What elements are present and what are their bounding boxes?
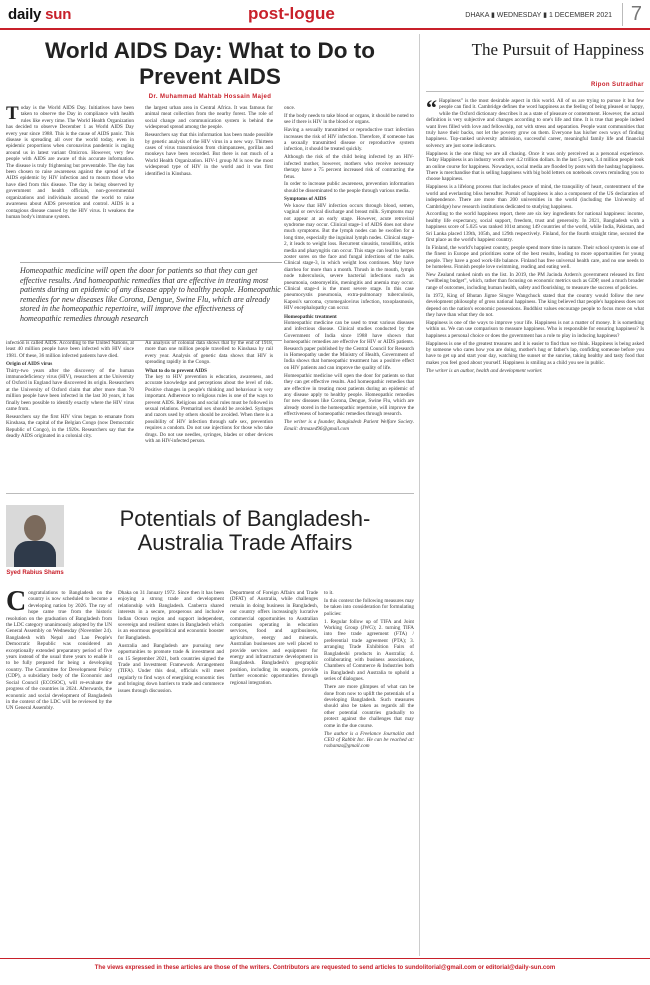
brand-daily: daily	[8, 6, 42, 23]
article3-p4: In Finland, the world's happiest country, people spend more time in nature. Their school system is one of the finest in Europe and prioritizes some of the best results, leading to more opportunities for young people. They have a good work-life balance. Finland has free universal health care, and no one needs to be homeless. Finnish people love swimming, reading and eating well.	[426, 244, 644, 271]
author-photo-body	[14, 541, 56, 567]
dateline: DHAKA ▮ WEDNESDAY ▮ 1 DECEMBER 2021	[465, 12, 612, 19]
article2-author-note: The author is a Freelance Journalist and CEO of Rabbit Inc. He can be reached at: rsshamzs@gmail.com	[324, 730, 414, 750]
author-photo	[6, 505, 64, 567]
article3-byline: Ripon Sutradhar	[426, 82, 644, 92]
article2-drop-cap: C	[6, 590, 27, 617]
page-number: 7	[622, 3, 642, 26]
article3-p2: Happiness is a lifelong process that includes peace of mind, the tranquility of heart, contentment of the world and everlasting bliss hereafter. Pursuit of happiness is also a component of the US declaration of independence. There are more than 200 universities in the world (including the University of Cambridge) how research institutions dedicated to studying happiness.	[426, 184, 644, 210]
article1-byline: Dr. Muhammad Mahtab Hossain Majed	[148, 94, 272, 100]
brand-sun: sun	[45, 6, 72, 23]
article1-col1b-p0: infection is called AIDS. According to the United Nations, at least 40 million people have been infected with HIV since 1981. Of these, 36 million infected patients have died.	[6, 340, 134, 359]
article2-column-3	[230, 590, 318, 948]
article1-drop-cap: T	[6, 105, 19, 124]
article2-col3-p0: Department of Foreign Affairs and Trade (DFAT) of Australia, while challenges remain in doing business in Bangladesh, our country offers increasingly lucrative commercial opportunities to Australian companies operating in education services, food and agribusiness, agriculture, energy and minerals. Australian businesses are well placed to provide services and equipment for energy and infrastructure development in Bangladesh. Bangladesh's geographic position, including its seaports, provide further economic opportunities through regional integration.	[230, 590, 318, 686]
article1-column-1b	[6, 340, 134, 490]
article1-col1b-p2: Thirty-two years after the discovery of the human immunodeficiency virus (HIV), researchers at the University of Oxford in England have discovered its origin. Researchers at the University of Oxford claim that after more than 70 million people have been infected in the last 30 years, it has finally been possible to identify exactly where the HIV virus came from.	[6, 367, 134, 413]
article1-col3-p1: If the body needs to take blood or organs, it should be noted to see if there is HIV in the blood or organs.	[284, 112, 414, 126]
article2-column-2	[118, 590, 224, 948]
page-footer	[0, 958, 650, 985]
article-divider	[6, 493, 414, 494]
article1-col2-p0: the largest urban area in Central Africa. It was famous for animal meat collection from the nearby forest. The role of social change and communication system is behind the widespread spread among the people.	[145, 105, 273, 131]
article3-p0: Happiness” is the most desirable aspect in this world. All of us are trying to pursue it but few people can find it. Cambridge defines the word happiness as the feeling of being pleased or happy, while the Oxford dictionary describes it as a state of pleasure or contentment. However, the actual definition is very subjective and changes according to one's life and time. It is true that people indeed want lives filled with love and fellowship, not with stress and separation. People want communities that truly have their backs, not let the poverty grow on them. Everyone has his/her own ways of finding happiness. Top-ranked university admission, successful career, meaningful family life and financial solvency are just some indicators.	[426, 98, 644, 149]
author-photo-head	[24, 515, 46, 541]
article3-p8: Happiness is one of the greatest treasures and it is easier to find than we think. Happiness is being asked by someone who cares how you are doing, mother's hug or father's lap, confiding someone before you have to get up and start your day, watching the sunset or the sunrise, taking healthy and tasty food that makes you feel good about yourself. Happiness is smiling as a child you see in public.	[426, 340, 644, 366]
article1-column-1	[6, 105, 134, 260]
article1-col3-p4: In order to increase public awareness, prevention information should be disseminated to the people through various media.	[284, 181, 414, 194]
article3-drop-cap: “	[426, 98, 437, 120]
article3-p7: Happiness is one of the ways to improve your life. Happiness is not a matter of money. It is something within us. We can use comparison to measure happiness. Who is responsible for ensuring happiness? Is happiness a personal choice or does the government has a role to play in inducing happiness?	[426, 319, 644, 339]
article2-col4-p0: to it.	[324, 590, 334, 596]
article2-column-4	[324, 590, 414, 948]
article1-col3-p3: Although the risk of the child being infected by an HIV-infected mother, however, mothers who receive necessary therapy have a 75 percent increased risk of contracting the fetus.	[284, 154, 414, 180]
article1-subhead-origin: Origin of AIDS virus	[6, 361, 53, 368]
footer-disclaimer: The views expressed in these articles are those of the writers. Contributors are requested to send articles to sundolitorial@gmail.com or editorial@daily-sun.com	[94, 965, 556, 971]
article2-col2-p1: Australia and Bangladesh are pursuing new opportunities to promote trade & investment and on 15 September 2021, both countries signed the Trade and Investment Framework Arrangement (TIFA). Under this deal, officials will meet regularly to find ways of energising economic ties and bringing down barriers to trade and commerce issues through discussion.	[118, 642, 224, 694]
column-rule	[419, 34, 420, 956]
article1-col3-p2: Having a sexually transmitted or reproductive tract infection increases the risk of HIV infection. Therefore, if someone has a sexually transmitted disease or reproductive system infection, it should be treated quickly.	[284, 127, 414, 153]
article2-col4-p1: In this context the following measures may be taken into consideration for formulating policies:	[324, 597, 414, 617]
article2-column-1	[6, 590, 112, 948]
article1-col1b-p3: Researchers say the first HIV virus began to emanate from Kinshasa, the capital of the Belgian Congo (now Democratic Republic of Congo), in the 1920s. Researchers say that the deadly AIDS originated in a colonial city.	[6, 413, 134, 440]
article1-subhead-symptoms: Symptoms of AIDS	[284, 196, 327, 203]
article3-author-note: The writer is an author, health and development worker.	[426, 367, 543, 374]
section-title: post-logue	[248, 4, 335, 23]
brand-logo	[8, 6, 71, 23]
article1-col2b-p2: The key to HIV prevention is education, awareness, and accurate knowledge and perceptions about the level of risk. Positive changes in people's thinking and behaviour is very important. Adherence to religious rules is one of the ways to prevent AIDS. Religious and social rules must be followed in sexual relations. Premarital sex should be avoided. Syringes and razors used by others should be avoided. When there is a possibility of HIV infection through safe sex, prevention requires a condom. Do not use injections for those who take drugs. Do not use needles, syringes, blades or other devices with an HIV-infected person.	[145, 374, 273, 445]
article3-p1: Happiness is the one thing we are all chasing. Once it was only perceived as a personal experience. Today Happiness is an industry worth over 4.2 trillion dollars. In the last 5 years, 3.4 million people took an online course for happiness. Nowadays, social media are flooded by posts with the hashtag happiness. There is merchandise that is selling happiness with big bold letters on notebook covers reminding you to choose happiness.	[426, 150, 644, 183]
article2-col1-p0: ongratulations to Bangladesh on the country is now scheduled to become a developing nation by 2026. The ray of hope came true from the historic resolution on the graduation of Bangladesh from the LDC category unanimously adopted by the UN General Assembly on Wednesday (November 24). Bangladesh with Nepal and Lao People's Democratic Republic was considered an exceptionally extended preparatory period of five years instead of the usual three years to enable it to be fully prepared for being a developing country. The Committee for Development Policy (CDP), a subsidiary body of the Economic and Social Council (ECOSOC), will re-evaluate the progress of the countries in 2024. Afterwards, the economic and social development of Bangladesh in the context of the LDC will be reviewed by the UN General Assembly.	[6, 590, 112, 712]
article1-col3-p0: once.	[284, 105, 296, 111]
article1-subhead-treatment: Homeopathic treatment	[284, 313, 337, 320]
article3-p6: In 1972, King of Bhutan Jigme Singye Wangchuck stated that the country would follow the new development philosophy of gross national happiness. The king believed that people's happiness does not depend on the nation's economic possessions. Buddhist values encourage people to focus more on what they have than what they do not.	[426, 292, 644, 318]
article1-pullquote: Homeopathic medicine will open the door for patients so that they can get effective results. And homeopathic remedies that are effective in treating most patients during an epidemic of any disease apply to healthy people. Homeopathic remedies for new diseases like Corona, Dengue, Swine Flu, which are already stored in the homeopathic repertoire, will improve the effectiveness of homeopathic remedies through research	[20, 262, 282, 341]
article2-col2-p0: Dhaka on 31 January 1972. Since then it has been enjoying a strong trade and development relationship with Bangladesh. Canberra shared interests in a secure, prosperous and inclusive Indian Ocean region and support independent, sovereign and resilient states in Bangladesh which is an enormous geopolitical and economic booster for Bangladesh.	[118, 590, 224, 641]
article2-col4-p2: 1. Regular follow up of TIFA and Joint Working Group (JWG); 2. turning TIFA into free trade agreement (FTA) / preferential trade agreement (PTA); 3. arranging Trade Exhibition Fairs of Bangladeshi products in Australia; 4. collaborating with business associations, Chambers of Commerce & Industries both in Bangladesh and Australia to uphold a series of dialogues.	[324, 618, 414, 683]
article1-headline: World AIDS Day: What to Do to Prevent AIDS	[45, 38, 375, 89]
masthead	[0, 0, 650, 30]
article2-col4-p3: There are more glimpses of what can be done from now to uplift the potentials of a developing Bangladesh. Such measures should also be taken as regards all the other potential countries gradually to protect against the challenges that may come in the due course.	[324, 684, 414, 729]
article3-p3: According to the world happiness report, there are six key ingredients for national happiness: income, healthy life expectancy, social support, freedom, trust and generosity. In 2021, Bangladesh with a happiness score of 5.025 was ranked 101st among 149 countries of the world, while India, Pakistan, and Sri Lanka placed 139th, 105th, and 129th respectively. Finland, for the fourth straight time, secured the first place as the world's happiest country.	[426, 211, 644, 244]
article1-col1-p0: oday is the World AIDS Day. Initiatives have been taken to observe the Day in compliance with health rules like every time. The World Health Organization has decided to observe December 1 as World AIDS Day every year since 1988. This is the cause of AIDS panic. This disease is spreading all over the world today, even in epidemic proportions when coronavirus pandemic is raging around us in latest variant Omicron. However, very few people with AIDS are aware of this accurate information. The disease is truly frightening but preventable. The day has been chosen to raise awareness against the spread of the AIDS epidemic by HIV infection and to mourn those who have died from this disease. The day is being observed by government and health officials, non-governmental organizations and individuals around the world to raise awareness about AIDS prevention and control. AIDS is a contagious disease caused by the HIV virus. It weakens the human body's immune system.	[6, 105, 134, 220]
article2-author-name: Syed Rabius Shams	[6, 570, 64, 576]
article3-headline: The Pursuit of Happiness	[471, 40, 644, 59]
article1-column-3	[284, 105, 414, 490]
article2-headline: Potentials of Bangladesh-Australia Trade Affairs	[119, 506, 371, 555]
article1-author-note: The writer is a founder, Bangladesh Patient Welfare Society. Email: drmazed96@gmail.com	[284, 419, 414, 432]
article1-col3-p8: Homeopathic medicine can be used to treat various diseases and infectious disease. Clinical studies conducted by the Government of India since 1988 have shown that homeopathic remedies are effective for HIV or AIDS patients. Research paper published by the Central Council for Research in Homeopathy under the Ministry of Health, Government of India shows that homeopathic treatment has a positive effect on HIV patients and can improve the quality of life.	[284, 320, 414, 371]
article1-subhead-prevent: What to do to prevent AIDS	[145, 367, 208, 374]
article3-p5: New Zealand ranked ninth on the list. In 2019, the PM Jacinda Ardern's government released its first “wellbeing budget”, which, rather than focusing on economic metrics such as GDP, used a much broader range of outcomes, including human health, safety and flourishing, to measure the success of policies.	[426, 272, 644, 291]
article1-col3-p9: Homeopathic medicine will open the door for patients so that they can get effective results. And homeopathic remedies that are effective in treating most patients during an epidemic of any disease apply to healthy people. Homeopathic remedies for new diseases like Corona, Dengue, Swine Flu, which are already stored in the homeopathic repertoire, will improve the effectiveness of homeopathic remedies through research.	[284, 372, 414, 418]
article1-col2-p1: Researchers say that this information has been made possible by genetic analysis of the HIV virus in a new way. Thirteen cases of virus transmission from chimpanzees, gorillas and monkeys have been recorded. But there is not much of a World Health Organization. HIV-1 group M is now the most widespread type of HIV in the world and it was first identified in Kinshasa.	[145, 132, 273, 177]
article1-col3-p6: We know that HIV infection occurs through blood, semen, vaginal or cervical discharge and breast milk. Symptoms may not appear at an early stage. However, acute retroviral syndrome may occur. Clinical stage-1 of AIDS does not show much symptoms. But the lymph nodes can be swollen for a long time, especially the inguinal lymph nodes. Clinical stage-2, it leads to weight loss. Recurrent sinusitis, tonsillitis, otitis media and pharyngitis can occur. This stage can lead to herpes zoster sores on the face and fungal infections of the nails. Clinical stage-3, in which weight loss continues. May have diarrhea for more than a month. Thrush in the mouth, lymph node tuberculosis, severe bacterial infections such as pneumonia, osteomyelitis, meningitis and anemia may occur. Clinical stage-4 is the most severe stage. In this case pneumocystis pneumonia, extra-pulmonary tuberculosis, Kaposi's sarcoma, cytomegalovirus infection, toxoplasmosis, HIV encephalopathy can occur.	[284, 202, 414, 312]
article1-column-2	[145, 105, 273, 260]
article3-body	[426, 98, 644, 956]
article1-col2b-p0: An analysis of colonial data shows that by the end of 1918, more than one million people travelled to Kinshasa by rail every year. Analysis of genetic data shows that HIV is spreading rapidly in the Congo.	[145, 340, 273, 366]
article1-column-2b	[145, 340, 273, 490]
